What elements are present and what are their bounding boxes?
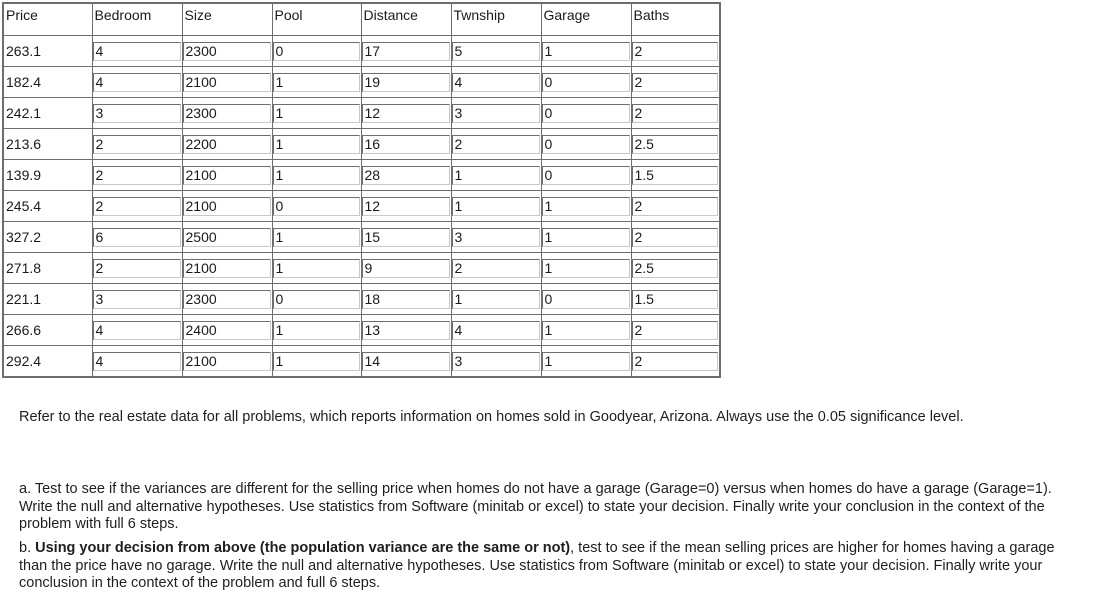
table-cell [541,222,631,253]
cell-value: 2200 [183,135,271,154]
table-cell [631,129,720,160]
cell-value: 3 [93,290,181,309]
cell-value: 19 [362,73,450,92]
table-cell [631,315,720,346]
cell-value: 2300 [183,104,271,123]
table-cell [541,129,631,160]
table-cell [541,36,631,67]
cell-value: 2.5 [632,135,719,154]
cell-value: 1 [273,228,360,247]
cell-value: 1 [542,352,630,371]
cell-value: 213.6 [6,135,42,152]
table-cell [92,36,182,67]
cell-value: 4 [93,42,181,61]
cell-value: 2 [452,259,540,278]
table-cell [451,315,541,346]
table-cell [451,98,541,129]
cell-value: 0 [542,73,630,92]
table-cell [361,129,451,160]
cell-value: 28 [362,166,450,185]
table-cell [361,346,451,378]
table-row [3,191,720,222]
cell-value: 2500 [183,228,271,247]
table-cell [541,160,631,191]
table-cell [631,222,720,253]
cell-value: 1 [542,228,630,247]
table-row [3,98,720,129]
table-cell [92,253,182,284]
question-b-rest: , test to see if the mean selling prices are higher for homes having a garage than the price have no garage. Write the null and alternative hypotheses. Use statistics from Software (minitab or excel) to state your decision. Finally write your conclusion in the context of the problem and full 6 steps. [19,540,1055,592]
column-header-label: Distance [363,7,418,23]
cell-value: 2 [632,104,719,123]
cell-value: 2 [632,352,719,371]
cell-value: 1 [452,166,540,185]
column-header [182,3,272,36]
table-cell [451,222,541,253]
cell-value: 1 [452,197,540,216]
cell-value: 0 [273,290,360,309]
cell-value: 3 [93,104,181,123]
cell-value: 2 [632,228,719,247]
cell-value: 6 [93,228,181,247]
cell-value: 16 [362,135,450,154]
table-cell [92,315,182,346]
table-row [3,67,720,98]
table-cell [3,284,92,315]
table-cell [182,191,272,222]
table-cell [92,67,182,98]
cell-value: 1.5 [632,290,719,309]
cell-value: 2.5 [632,259,719,278]
cell-value: 0 [542,135,630,154]
table-cell [631,346,720,378]
cell-value: 4 [452,73,540,92]
cell-value: 0 [542,290,630,309]
table-cell [361,284,451,315]
table-cell [631,160,720,191]
question-a: a. Test to see if the variances are different for the selling price when homes do not have a garage (Garage=0) versus when homes do have a garage (Garage=1). Write the null and alternative hypotheses. Use statistics from Software (minitab or excel) to state your decision. Finally write your conclusion in the context of the problem with full 6 steps. [19,481,1052,533]
cell-value: 1 [273,73,360,92]
column-header [451,3,541,36]
cell-value: 1 [273,321,360,340]
table-cell [272,222,361,253]
table-cell [92,346,182,378]
table-cell [541,284,631,315]
cell-value: 2 [632,73,719,92]
cell-value: 3 [452,104,540,123]
table-cell [182,222,272,253]
table-cell [541,67,631,98]
column-header [631,3,720,36]
table-cell [541,315,631,346]
table-cell [272,129,361,160]
table-cell [272,98,361,129]
table-cell [451,346,541,378]
table-cell [451,160,541,191]
cell-value: 0 [273,197,360,216]
cell-value: 4 [93,321,181,340]
table-cell [361,315,451,346]
table-cell [541,253,631,284]
cell-value: 2100 [183,352,271,371]
table-cell [182,253,272,284]
cell-value: 1 [273,166,360,185]
cell-value: 2100 [183,166,271,185]
column-header-label: Size [184,7,212,23]
table-cell [451,36,541,67]
table-cell [182,346,272,378]
cell-value: 4 [93,352,181,371]
table-cell [182,98,272,129]
cell-value: 1 [273,104,360,123]
table-cell [631,67,720,98]
cell-value: 327.2 [6,228,42,245]
table-cell [3,67,92,98]
column-header [361,3,451,36]
cell-value: 5 [452,42,540,61]
cell-value: 13 [362,321,450,340]
cell-value: 139.9 [6,166,42,183]
cell-value: 9 [362,259,450,278]
cell-value: 245.4 [6,197,42,214]
question-b [19,540,1077,593]
cell-value: 2300 [183,290,271,309]
table-cell [451,191,541,222]
table-cell [92,284,182,315]
table-cell [3,253,92,284]
table-cell [92,129,182,160]
cell-value: 4 [93,73,181,92]
cell-value: 1 [273,259,360,278]
table-header-row [3,3,720,36]
table-cell [272,191,361,222]
real-estate-table [2,2,721,378]
table-cell [3,98,92,129]
cell-value: 3 [452,352,540,371]
column-header [541,3,631,36]
table-cell [272,284,361,315]
cell-value: 1 [542,259,630,278]
table-cell [3,222,92,253]
table-cell [3,346,92,378]
table-cell [92,98,182,129]
cell-value: 2 [93,197,181,216]
table-cell [92,222,182,253]
cell-value: 0 [273,42,360,61]
cell-value: 17 [362,42,450,61]
cell-value: 221.1 [6,290,42,307]
cell-value: 263.1 [6,42,42,59]
cell-value: 2 [632,42,719,61]
column-header-label: Price [6,7,38,23]
table-cell [182,67,272,98]
cell-value: 4 [452,321,540,340]
table-cell [361,36,451,67]
table-cell [3,315,92,346]
table-row [3,253,720,284]
cell-value: 1.5 [632,166,719,185]
table-cell [451,67,541,98]
table-cell [3,129,92,160]
table-row [3,315,720,346]
column-header-label: Twnship [453,7,505,23]
cell-value: 1 [273,135,360,154]
table-cell [272,67,361,98]
column-header-label: Pool [274,7,303,23]
table-cell [361,222,451,253]
cell-value: 14 [362,352,450,371]
table-cell [631,253,720,284]
table-row [3,129,720,160]
table-cell [361,191,451,222]
cell-value: 0 [542,166,630,185]
column-header [272,3,361,36]
table-cell [182,160,272,191]
cell-value: 2 [93,166,181,185]
cell-value: 1 [542,197,630,216]
table-row [3,346,720,378]
table-row [3,36,720,67]
table-cell [92,160,182,191]
table-cell [92,191,182,222]
table-cell [182,129,272,160]
cell-value: 2 [632,197,719,216]
cell-value: 292.4 [6,352,42,369]
cell-value: 2100 [183,73,271,92]
cell-value: 1 [542,321,630,340]
table-cell [272,36,361,67]
cell-value: 2 [452,135,540,154]
table-row [3,284,720,315]
table-cell [541,191,631,222]
cell-value: 2100 [183,259,271,278]
table-cell [272,315,361,346]
cell-value: 1 [452,290,540,309]
cell-value: 2100 [183,197,271,216]
column-header-label: Garage [543,7,591,23]
cell-value: 18 [362,290,450,309]
cell-value: 15 [362,228,450,247]
table-cell [272,346,361,378]
cell-value: 242.1 [6,104,42,121]
cell-value: 182.4 [6,73,42,90]
table-cell [541,98,631,129]
table-cell [361,67,451,98]
column-header [3,3,92,36]
table-cell [182,36,272,67]
table-cell [451,129,541,160]
cell-value: 2 [632,321,719,340]
question-b-bold: Using your decision from above (the population variance are the same or not) [35,540,571,556]
cell-value: 2300 [183,42,271,61]
table-cell [182,315,272,346]
table-cell [3,36,92,67]
cell-value: 1 [542,42,630,61]
cell-value: 3 [452,228,540,247]
intro-text: Refer to the real estate data for all problems, which reports information on homes sold in Goodyear, Arizona. Always use the 0.05 significance level. [19,409,964,425]
table-cell [631,284,720,315]
table-cell [631,191,720,222]
table-cell [361,160,451,191]
table-cell [451,253,541,284]
table-row [3,160,720,191]
table-cell [631,98,720,129]
question-b-prefix: b. [19,540,36,556]
column-header-label: Bedroom [94,7,152,23]
cell-value: 0 [542,104,630,123]
cell-value: 2400 [183,321,271,340]
table-cell [361,253,451,284]
table-cell [3,191,92,222]
cell-value: 12 [362,104,450,123]
cell-value: 12 [362,197,450,216]
table-cell [361,98,451,129]
table-row [3,222,720,253]
cell-value: 2 [93,135,181,154]
table-cell [541,346,631,378]
cell-value: 266.6 [6,321,42,338]
table-cell [631,36,720,67]
column-header-label: Baths [633,7,670,23]
table-cell [451,284,541,315]
table-cell [3,160,92,191]
table-body [3,36,720,378]
table-cell [272,253,361,284]
cell-value: 2 [93,259,181,278]
cell-value: 1 [273,352,360,371]
cell-value: 271.8 [6,259,42,276]
table-cell [272,160,361,191]
table-cell [182,284,272,315]
column-header [92,3,182,36]
